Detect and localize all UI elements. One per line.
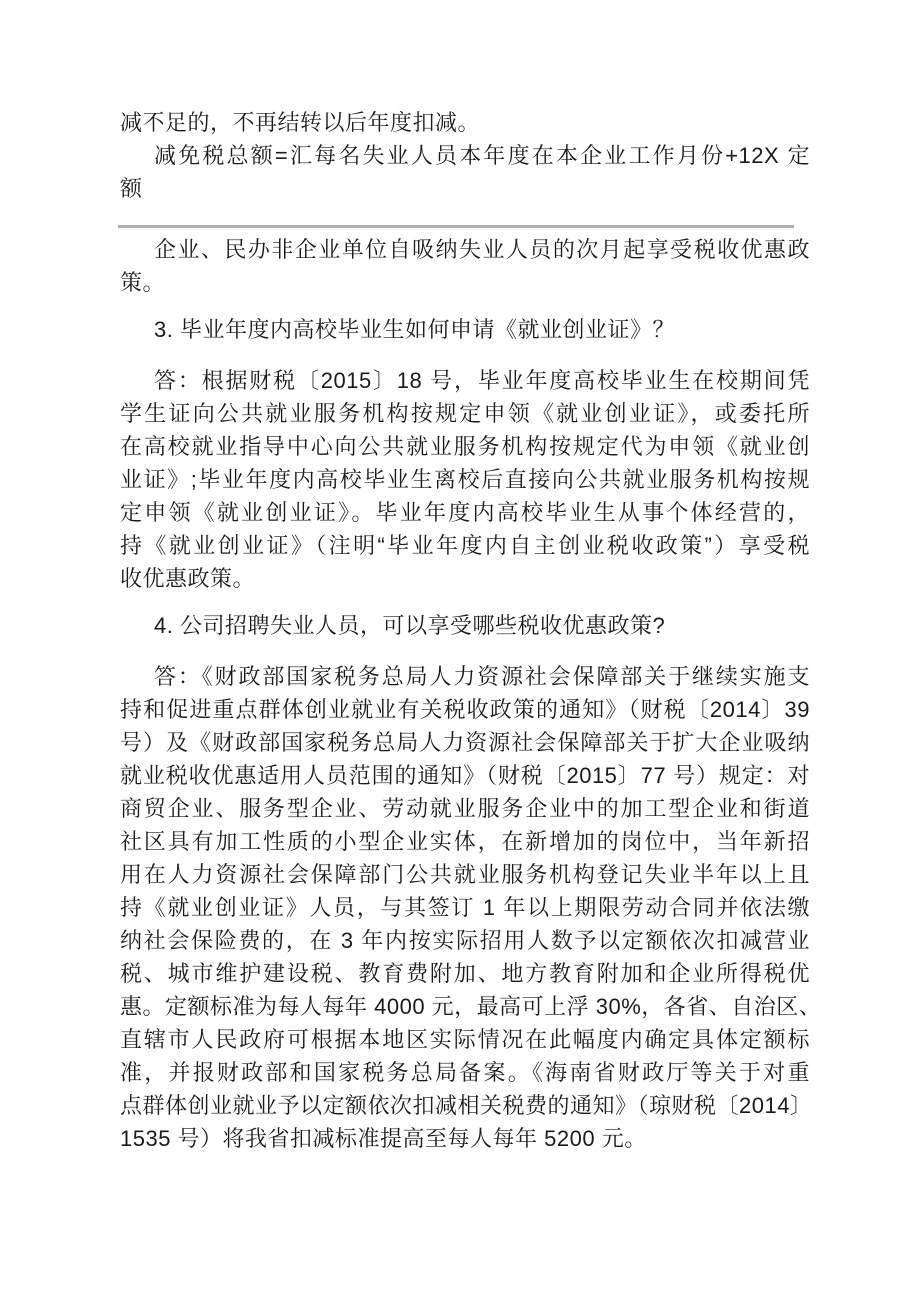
paragraph	[120, 364, 810, 595]
text-line: 社区具有加工性质的小型企业实体，在新增加的岗位中，当年新招	[120, 829, 810, 854]
text-line: 就业税收优惠适用人员范围的通知》（财税〔2015〕77 号）规定：对	[120, 763, 810, 788]
text-line: 1535 号）将我省扣减标准提高至每人每年 5200 元。	[120, 1126, 647, 1151]
text-line: 学生证向公共就业服务机构按规定申领《就业创业证》，或委托所	[120, 401, 810, 426]
text-line: 额	[120, 176, 143, 201]
section-divider	[118, 225, 794, 228]
text-line: 企业、民办非企业单位自吸纳失业人员的次月起享受税收优惠政	[154, 237, 810, 262]
question-paragraph	[120, 313, 810, 346]
text-line: 税、城市维护建设税、教育费附加、地方教育附加和企业所得税优	[120, 961, 810, 986]
text-line: 答：根据财税〔2015〕18 号，毕业年度高校毕业生在校期间凭	[154, 368, 810, 393]
text-line: 收优惠政策。	[120, 566, 256, 591]
document-content	[120, 106, 822, 1155]
paragraph	[120, 233, 810, 299]
text-line: 持《就业创业证》人员，与其签订 1 年以上期限劳动合同并依法缴	[120, 895, 810, 920]
text-line: 在高校就业指导中心向公共就业服务机构按规定代为申领《就业创	[120, 434, 810, 459]
text-line: 减免税总额=汇每名失业人员本年度在本企业工作月份+12X 定	[154, 143, 810, 168]
text-line: 持和促进重点群体创业就业有关税收政策的通知》（财税〔2014〕39	[120, 697, 810, 722]
text-line: 减不足的，不再结转以后年度扣减。	[120, 110, 481, 135]
text-line: 答：《财政部国家税务总局人力资源社会保障部关于继续实施支	[154, 664, 810, 689]
text-line: 业证》;毕业年度内高校毕业生离校后直接向公共就业服务机构按规	[120, 467, 810, 492]
text-line: 3. 毕业年度内高校毕业生如何申请《就业创业证》？	[154, 317, 675, 342]
text-line: 策。	[120, 270, 166, 295]
text-line: 用在人力资源社会保障部门公共就业服务机构登记失业半年以上且	[120, 862, 810, 887]
text-line: 纳社会保险费的，在 3 年内按实际招用人数予以定额依次扣减营业	[120, 928, 810, 953]
paragraph	[120, 660, 822, 1155]
text-line: 持《就业创业证》（注明“毕业年度内自主创业税收政策”）享受税	[120, 533, 810, 558]
paragraph	[120, 139, 810, 205]
text-line: 准，并报财政部和国家税务总局备案。《海南省财政厅等关于对重	[120, 1060, 810, 1085]
question-paragraph	[120, 609, 810, 642]
paragraph	[120, 106, 810, 139]
text-line: 点群体创业就业予以定额依次扣减相关税费的通知》（琼财税〔2014〕	[120, 1093, 813, 1118]
text-line: 号）及《财政部国家税务总局人力资源社会保障部关于扩大企业吸纳	[120, 730, 810, 755]
text-line: 4. 公司招聘失业人员，可以享受哪些税收优惠政策?	[154, 613, 666, 638]
text-line: 惠。定额标准为每人每年 4000 元，最高可上浮 30%，各省、自治区、	[120, 994, 822, 1019]
text-line: 定申领《就业创业证》。毕业年度内高校毕业生从事个体经营的，	[120, 500, 810, 525]
text-line: 商贸企业、服务型企业、劳动就业服务企业中的加工型企业和街道	[120, 796, 810, 821]
text-line: 直辖市人民政府可根据本地区实际情况在此幅度内确定具体定额标	[120, 1027, 810, 1052]
